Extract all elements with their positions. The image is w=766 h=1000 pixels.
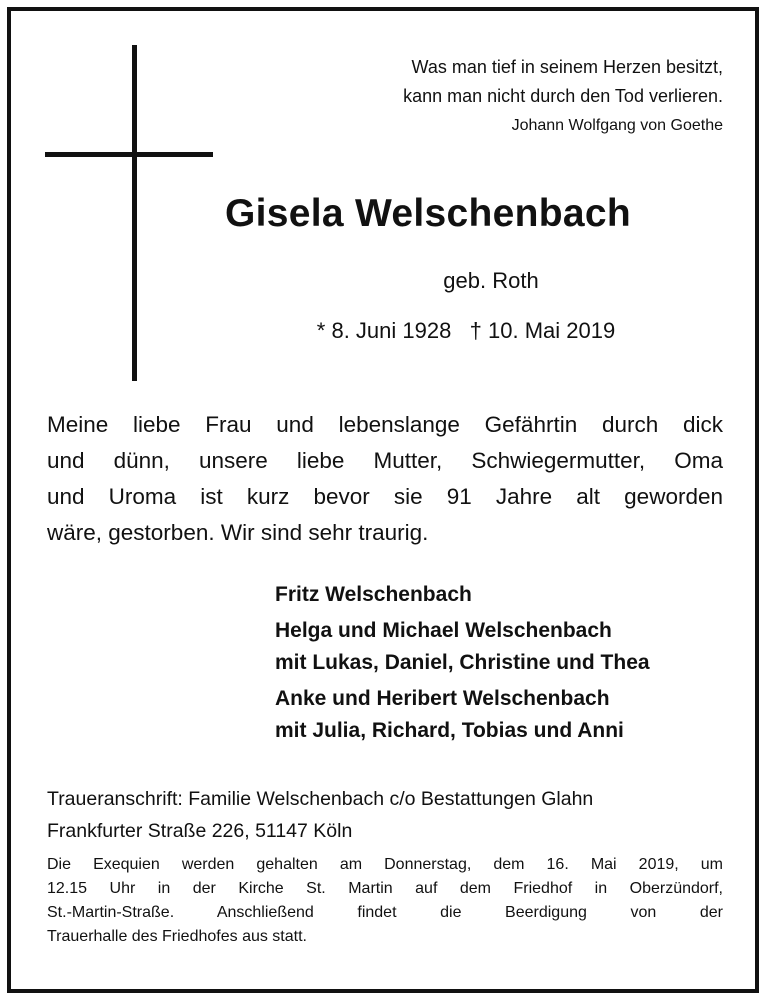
mourner-line: Helga und Michael Welschenbach: [275, 619, 612, 642]
birth-name: geb. Roth: [443, 268, 539, 293]
cross-icon: [132, 45, 137, 381]
address-line: Frankfurter Straße 226, 51147 Köln: [47, 820, 353, 842]
service-details: [47, 853, 723, 949]
mourner-line: Fritz Welschenbach: [275, 583, 472, 606]
message-text: [47, 407, 723, 551]
mourner-line: mit Lukas, Daniel, Christine und Thea: [275, 651, 650, 674]
deceased-name: Gisela Welschenbach: [225, 192, 631, 235]
message-line: und dünn, unsere liebe Mutter, Schwiegermutter, Oma: [47, 448, 723, 473]
mourner-line: Anke und Heribert Welschenbach: [275, 687, 610, 710]
mourner-line: mit Julia, Richard, Tobias und Anni: [275, 719, 624, 742]
service-line: Trauerhalle des Friedhofes aus statt.: [47, 928, 307, 945]
life-dates: * 8. Juni 1928 † 10. Mai 2019: [316, 318, 616, 343]
quote-line: Was man tief in seinem Herzen besitzt,: [411, 57, 723, 77]
service-line: 12.15 Uhr in der Kirche St. Martin auf dem Friedhof in Oberzündorf,: [47, 880, 723, 897]
mourners-list: [275, 579, 650, 747]
quote-author: Johann Wolfgang von Goethe: [511, 117, 723, 134]
obituary-frame: [7, 7, 759, 993]
quote-line: kann man nicht durch den Tod verlieren.: [403, 86, 723, 106]
message-line: wäre, gestorben. Wir sind sehr traurig.: [47, 520, 429, 545]
address-line: Traueranschrift: Familie Welschenbach c/o Bestattungen Glahn: [47, 788, 594, 810]
message-line: und Uroma ist kurz bevor sie 91 Jahre alt geworden: [47, 484, 723, 509]
mourning-address: [47, 783, 593, 847]
service-line: Die Exequien werden gehalten am Donnerstag, dem 16. Mai 2019, um: [47, 856, 723, 873]
cross-icon-crossbar: [45, 152, 213, 157]
service-line: St.-Martin-Straße. Anschließend findet die Beerdigung von der: [47, 904, 723, 921]
message-line: Meine liebe Frau und lebenslange Gefährtin durch dick: [47, 412, 723, 437]
quote: [303, 53, 723, 111]
